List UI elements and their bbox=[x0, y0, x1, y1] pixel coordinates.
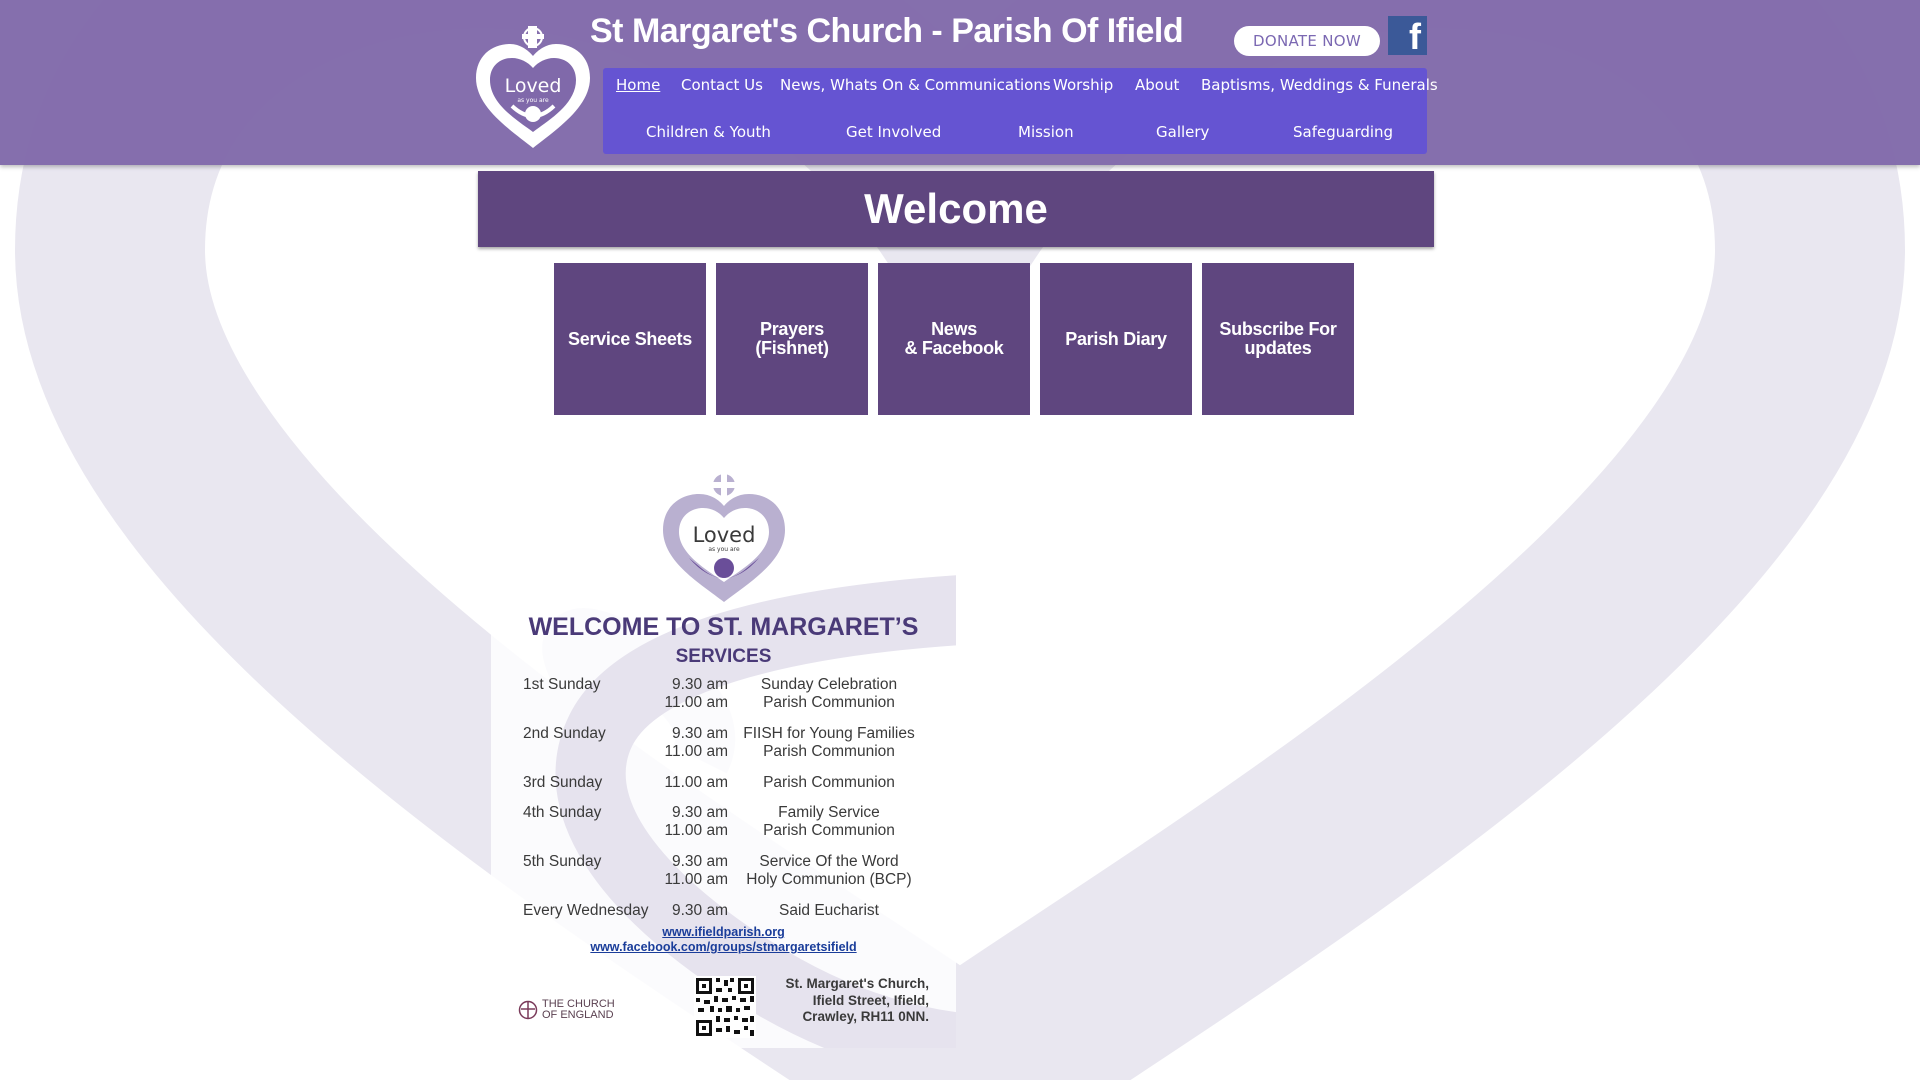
facebook-glyph: f bbox=[1409, 16, 1421, 57]
nav-item-worship[interactable]: Worship bbox=[1053, 76, 1114, 94]
service-day: 5th Sunday bbox=[523, 853, 602, 870]
poster-heart-logo-icon bbox=[659, 470, 789, 605]
service-name: Parish Communion bbox=[763, 743, 895, 760]
tile-subscribe[interactable] bbox=[1202, 263, 1354, 415]
svg-text:as you are: as you are bbox=[708, 546, 740, 553]
welcome-banner bbox=[478, 171, 1434, 247]
nav-item-get-involved[interactable]: Get Involved bbox=[846, 123, 942, 141]
heart-logo-icon[interactable] bbox=[472, 26, 594, 152]
nav-item-children-youth[interactable]: Children & Youth bbox=[646, 123, 771, 141]
service-time: 9.30 am bbox=[671, 902, 728, 919]
service-name: Service Of the Word bbox=[759, 853, 899, 870]
poster-subheading: SERVICES bbox=[675, 646, 772, 667]
main-navigation bbox=[603, 68, 1438, 154]
service-day: 2nd Sunday bbox=[523, 725, 606, 742]
service-time: 11.00 am bbox=[664, 871, 728, 888]
service-name: Parish Communion bbox=[763, 694, 895, 711]
nav-item-about[interactable]: About bbox=[1135, 76, 1180, 94]
church-address: St. Margaret's Church, Ifield Street, Ifield, Crawley, RH11 0NN. bbox=[785, 976, 929, 1024]
nav-item-baptisms[interactable]: Baptisms, Weddings & Funerals bbox=[1201, 76, 1438, 94]
site-header bbox=[0, 0, 1920, 165]
service-name: Sunday Celebration bbox=[760, 676, 898, 693]
tile-service-sheets[interactable] bbox=[554, 263, 706, 415]
svg-text:Loved: Loved bbox=[692, 523, 756, 547]
service-time: 9.30 am bbox=[671, 853, 728, 870]
church-of-england-logo bbox=[518, 999, 615, 1021]
welcome-title: Welcome bbox=[864, 185, 1048, 232]
church-of-england-label: THE CHURCH OF ENGLAND bbox=[542, 998, 615, 1021]
service-time: 11.00 am bbox=[664, 743, 728, 760]
facebook-icon[interactable] bbox=[1388, 16, 1427, 55]
service-time: 11.00 am bbox=[664, 774, 728, 791]
service-time: 11.00 am bbox=[664, 822, 728, 839]
tile-label: Prayers (Fishnet) bbox=[755, 319, 829, 358]
tile-news-facebook[interactable] bbox=[878, 263, 1030, 415]
nav-item-news[interactable]: News, Whats On & Communications bbox=[780, 76, 1051, 94]
service-day: 4th Sunday bbox=[523, 804, 602, 821]
poster-heading: WELCOME TO ST. MARGARET’S bbox=[528, 613, 919, 641]
tile-label: Parish Diary bbox=[1065, 328, 1167, 349]
service-day: Every Wednesday bbox=[523, 902, 649, 919]
nav-item-contact-us[interactable]: Contact Us bbox=[681, 76, 763, 94]
service-time: 9.30 am bbox=[671, 676, 728, 693]
service-name: Said Eucharist bbox=[779, 902, 879, 919]
service-name: FIISH for Young Families bbox=[743, 725, 915, 742]
service-name: Family Service bbox=[778, 804, 880, 821]
service-name: Parish Communion bbox=[763, 822, 895, 839]
nav-item-mission[interactable]: Mission bbox=[1018, 123, 1074, 141]
service-time: 9.30 am bbox=[671, 725, 728, 742]
nav-item-home[interactable]: Home bbox=[616, 76, 661, 94]
site-title[interactable]: St Margaret's Church - Parish Of Ifield bbox=[590, 12, 1184, 50]
svg-text:as you are: as you are bbox=[517, 97, 549, 104]
tile-prayers[interactable] bbox=[716, 263, 868, 415]
tile-label: News & Facebook bbox=[904, 319, 1004, 358]
donate-now-button[interactable]: DONATE NOW bbox=[1234, 26, 1380, 56]
service-day: 3rd Sunday bbox=[523, 774, 603, 791]
service-name: Holy Communion (BCP) bbox=[746, 871, 912, 888]
nav-item-safeguarding[interactable]: Safeguarding bbox=[1293, 123, 1394, 141]
service-time: 11.00 am bbox=[664, 694, 728, 711]
nav-item-gallery[interactable]: Gallery bbox=[1156, 123, 1210, 141]
church-of-england-icon bbox=[518, 1000, 538, 1020]
qr-code-icon bbox=[694, 976, 756, 1038]
service-time: 9.30 am bbox=[671, 804, 728, 821]
service-name: Parish Communion bbox=[763, 774, 895, 791]
poster-facebook-link[interactable]: www.facebook.com/groups/stmargaretsifield bbox=[590, 940, 857, 954]
poster-website-link[interactable]: www.ifieldparish.org bbox=[662, 925, 785, 939]
tile-parish-diary[interactable] bbox=[1040, 263, 1192, 415]
tile-label: Subscribe For updates bbox=[1219, 319, 1337, 358]
services-poster[interactable] bbox=[491, 470, 956, 1048]
svg-text:Loved: Loved bbox=[504, 75, 562, 97]
tile-label: Service Sheets bbox=[568, 328, 692, 349]
service-day: 1st Sunday bbox=[523, 676, 601, 693]
